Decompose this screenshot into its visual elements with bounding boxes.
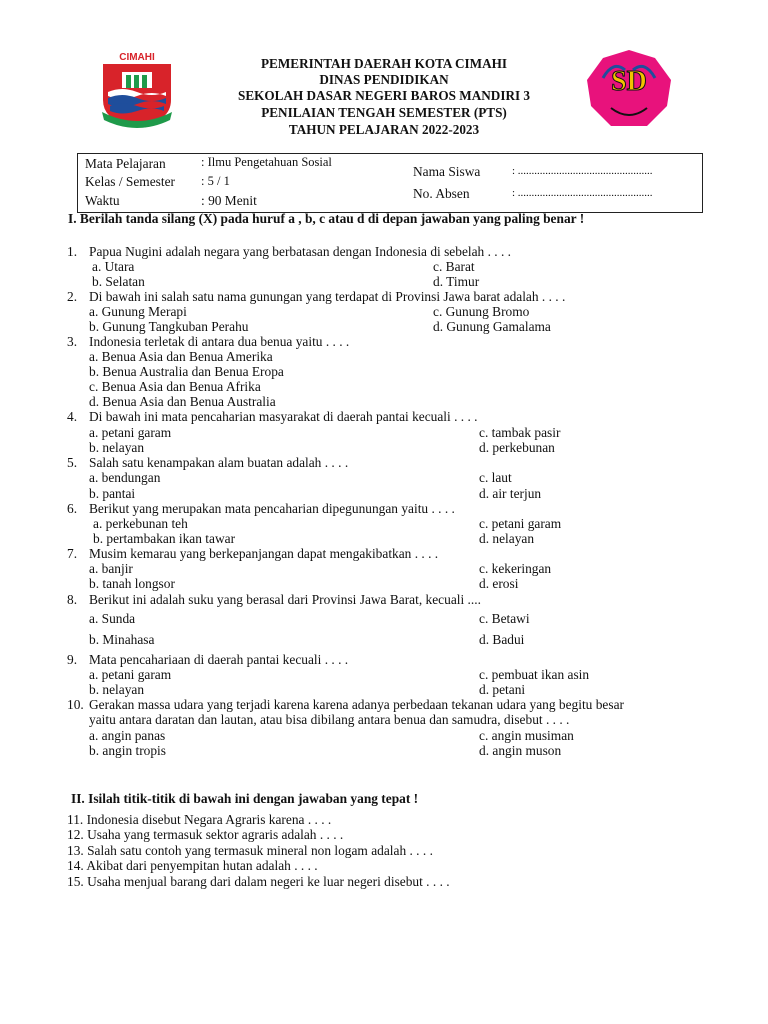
option-c: c. tambak pasir [479,425,561,440]
question-text: Papua Nugini adalah negara yang berbatasan dengan Indonesia di sebelah . . . . [89,244,512,259]
option-b: b. nelayan [89,682,145,697]
option-d: d. nelayan [479,531,535,546]
option-b: b. nelayan [89,440,145,455]
question-text: Salah satu kenampakan alam buatan adalah . . . . [89,455,349,470]
header-line-3: SEKOLAH DASAR NEGERI BAROS MANDIRI 3 [238,88,530,103]
option-d: d. Badui [479,632,525,647]
option-b: b. Gunung Tangkuban Perahu [89,319,249,334]
option-a: a. angin panas [89,728,166,743]
absen-field[interactable]: : ................................................. [512,187,653,199]
fill-in-item: 15. Usaha menjual barang dari dalam negeri ke luar negeri disebut . . . . [67,874,450,889]
option-d: d. angin muson [479,743,562,758]
option-b: b. Benua Australia dan Benua Eropa [89,364,284,379]
fill-in-item: 11. Indonesia disebut Negara Agraris karena . . . . [67,812,332,827]
question-number: 5. [67,455,78,470]
fill-in-item: 13. Salah satu contoh yang termasuk mineral non logam adalah . . . . [67,843,433,858]
question-text: Di bawah ini salah satu nama gunungan yang terdapat di Provinsi Jawa barat adalah . . . . [89,289,566,304]
header-line-4: PENILAIAN TENGAH SEMESTER (PTS) [261,105,507,120]
option-b: b. pertambakan ikan tawar [93,531,236,546]
subject-value: : Ilmu Pengetahuan Sosial [201,155,332,169]
option-d: d. Gunung Gamalama [433,319,551,334]
cimahi-logo-text: CIMAHI [119,52,155,63]
time-value: : 90 Menit [201,193,257,208]
option-c: c. Gunung Bromo [433,304,530,319]
option-b: b. Minahasa [89,632,155,647]
header-line-1: PEMERINTAH DAERAH KOTA CIMAHI [260,56,508,71]
question-number: 3. [67,334,78,349]
option-b: b. angin tropis [89,743,166,758]
option-c: c. laut [479,470,512,485]
option-a: a. Utara [92,259,135,274]
option-d: d. erosi [479,576,519,591]
option-c: c. Benua Asia dan Benua Afrika [89,379,261,394]
class-value: : 5 / 1 [201,174,230,188]
question-number: 10. [67,697,84,712]
question-number: 4. [67,409,78,424]
option-d: d. air terjun [479,486,542,501]
option-a: a. Benua Asia dan Benua Amerika [89,349,273,364]
question-text: Mata pencahariaan di daerah pantai kecuali . . . . [89,652,349,667]
question-text: Musim kemarau yang berkepanjangan dapat mengakibatkan . . . . [89,546,439,561]
section-2-title: II. Isilah titik-titik di bawah ini dengan jawaban yang tepat ! [71,791,419,806]
fill-in-item: 12. Usaha yang termasuk sektor agraris adalah . . . . [67,827,344,842]
subject-label: Mata Pelajaran [85,156,166,171]
section-1-title: I. Berilah tanda silang (X) pada huruf a , b, c atau d di depan jawaban yang paling benar ! [68,211,585,226]
question-number: 1. [67,244,78,259]
header-line-2: DINAS PENDIDIKAN [319,72,449,87]
option-c: c. Barat [433,259,475,274]
question-text: Gerakan massa udara yang terjadi karena karena adanya perbedaan tekanan udara yang begitu besar [89,697,624,712]
school-logo-text: SD [611,66,647,97]
time-label: Waktu [85,193,120,208]
name-field[interactable]: : ................................................. [512,165,653,177]
question-number: 2. [67,289,78,304]
question-number: 8. [67,592,78,607]
option-b: b. pantai [89,486,136,501]
name-label: Nama Siswa [413,164,481,179]
option-a: a. petani garam [89,667,172,682]
question-number: 7. [67,546,78,561]
option-c: c. pembuat ikan asin [479,667,590,682]
option-c: c. petani garam [479,516,562,531]
option-b: b. Selatan [92,274,145,289]
question-text-continued: yaitu antara daratan dan lautan, atau bisa dibilang antara benua dan samudra, disebut . . . . [89,712,570,727]
header-line-5: TAHUN PELAJARAN 2022-2023 [288,122,480,137]
option-a: a. Gunung Merapi [89,304,187,319]
option-d: d. Timur [433,274,480,289]
fill-in-item: 14. Akibat dari penyempitan hutan adalah . . . . [67,858,318,873]
question-text: Berikut ini adalah suku yang berasal dari Provinsi Jawa Barat, kecuali .... [89,592,481,607]
option-d: d. perkebunan [479,440,555,455]
school-logo [585,48,673,130]
question-number: 9. [67,652,78,667]
option-a: a. Sunda [89,611,136,626]
option-c: c. kekeringan [479,561,552,576]
question-text: Berikut yang merupakan mata pencaharian dipegunungan yaitu . . . . [89,501,455,516]
option-d: d. Benua Asia dan Benua Australia [89,394,276,409]
option-a: a. bendungan [89,470,161,485]
option-b: b. tanah longsor [89,576,175,591]
option-d: d. petani [479,682,526,697]
question-number: 6. [67,501,78,516]
question-text: Di bawah ini mata pencaharian masyarakat di daerah pantai kecuali . . . . [89,409,478,424]
option-c: c. angin musiman [479,728,574,743]
question-text: Indonesia terletak di antara dua benua yaitu . . . . [89,334,350,349]
absen-label: No. Absen [413,186,470,201]
option-c: c. Betawi [479,611,530,626]
class-label: Kelas / Semester [85,174,175,189]
option-a: a. perkebunan teh [93,516,188,531]
option-a: a. banjir [89,561,133,576]
option-a: a. petani garam [89,425,172,440]
